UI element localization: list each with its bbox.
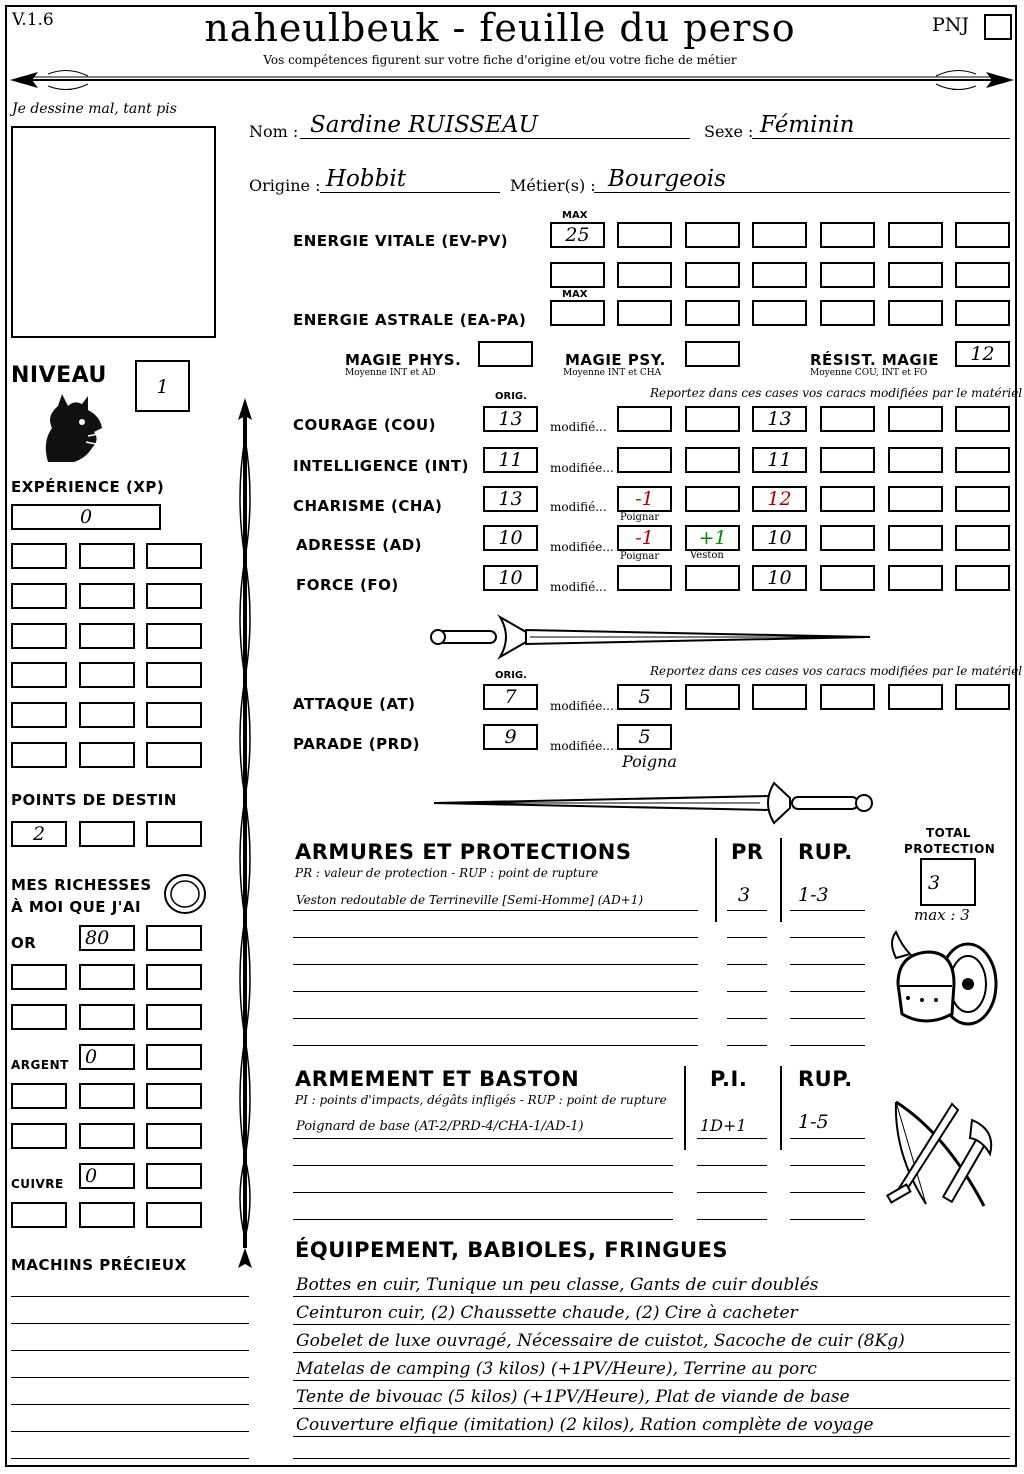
ev-max-label: MAX [562,210,588,221]
ea-box[interactable] [820,300,875,326]
arme-name-line[interactable] [293,1172,673,1193]
courage-mod-box[interactable] [820,406,875,432]
adresse-label: ADRESSE (AD) [296,536,423,554]
ea-box[interactable] [752,300,807,326]
spear-icon [230,398,260,1270]
attaque-mod-box[interactable] [685,684,740,710]
xp-grid-box[interactable] [146,623,202,649]
coin-box[interactable] [79,964,135,990]
attaque-mod-box[interactable] [888,684,943,710]
equipement-item[interactable]: Ceinturon cuir, (2) Chaussette chaude, (2) Cire à cacheter [296,1303,798,1323]
helmet-shield-icon [888,928,1000,1032]
charisme-mod-box[interactable] [820,486,875,512]
armure-rup-line[interactable] [790,998,865,1019]
caracs-orig-label: ORIG. [495,391,527,402]
pnj-label: PNJ [932,14,970,36]
charisme-label: CHARISME (CHA) [293,497,443,515]
richesses-label: MES RICHESSES [11,876,152,894]
armement-note: PI : points d'impacts, dégâts infligés - RUP : point de rupture [295,1093,667,1107]
force-mod-box[interactable] [888,565,943,591]
coin-box[interactable] [79,1004,135,1030]
intelligence-mod-box[interactable] [617,447,672,473]
xp-grid-box[interactable] [11,742,67,768]
adresse-mod-box[interactable] [955,525,1010,551]
armure-rup-line[interactable] [790,971,865,992]
equipement-title: ÉQUIPEMENT, BABIOLES, FRINGUES [295,1238,728,1262]
arme-pi[interactable]: 1D+1 [700,1116,747,1135]
xp-grid-box[interactable] [11,662,67,688]
xp-label: EXPÉRIENCE (XP) [11,478,165,496]
xp-grid-box[interactable] [11,583,67,609]
xp-grid-box[interactable] [79,623,135,649]
courage-final-box[interactable]: 13 [752,406,807,432]
coin-box[interactable] [146,1004,202,1030]
xp-grid-box[interactable] [146,662,202,688]
armement-title: ARMEMENT ET BASTON [295,1067,580,1091]
xp-grid-box[interactable] [79,662,135,688]
force-mod-box[interactable] [685,565,740,591]
pnj-checkbox[interactable] [984,14,1012,40]
courage-mod-box[interactable] [955,406,1010,432]
armure-name-line[interactable] [293,998,698,1019]
armure-pr-line[interactable] [727,944,767,965]
equipement-line[interactable] [293,1442,1010,1459]
charisme-mod1-box[interactable]: -1 [617,486,672,512]
force-mod-box[interactable] [955,565,1010,591]
armures-title: ARMURES ET PROTECTIONS [295,840,632,864]
coin-box[interactable] [146,1123,202,1149]
force-orig-box[interactable]: 10 [483,565,538,591]
xp-grid-box[interactable] [11,623,67,649]
niveau-label: NIVEAU [11,363,107,388]
intelligence-mod-box[interactable] [888,447,943,473]
ea-max-label: MAX [562,289,588,300]
total-protection-max: max : 3 [914,906,970,924]
richesses-label-2: À MOI QUE J'AI [11,898,142,916]
xp-grid-box[interactable] [79,702,135,728]
coin-box[interactable] [11,1123,67,1149]
destin-box[interactable]: 2 [11,821,67,847]
total-protection-label-2: PROTECTION [904,842,996,856]
arme-pi-line[interactable] [697,1145,767,1166]
ev-box[interactable] [617,222,672,248]
xp-grid-box[interactable] [146,742,202,768]
charisme-mod-box[interactable] [888,486,943,512]
attaque-mod-box[interactable]: 5 [617,684,672,710]
ea-box[interactable] [888,300,943,326]
machins-label: MACHINS PRÉCIEUX [11,1256,187,1274]
destin-box[interactable] [146,821,202,847]
machins-line[interactable] [11,1357,249,1378]
total-protection-label: TOTAL [926,826,972,840]
or-label: OR [11,934,37,952]
total-protection-box[interactable]: 3 [920,858,976,906]
armure-pr-line[interactable] [727,1025,767,1046]
armure-pr-line[interactable] [727,998,767,1019]
adresse-mod-box[interactable] [888,525,943,551]
courage-label: COURAGE (COU) [293,416,437,434]
machins-line[interactable] [11,1438,249,1459]
arme-pi-line[interactable] [697,1199,767,1220]
magie-psy-label: MAGIE PSY. [565,351,666,369]
armures-pr-header: PR [731,840,764,864]
sheet-subtitle: Vos compétences figurent sur votre fiche d'origine et/ou votre fiche de métier [263,53,737,67]
force-modifie-label: modifié... [550,580,607,594]
ea-box[interactable] [685,300,740,326]
charisme-mod-box[interactable] [955,486,1010,512]
armure-name-line[interactable] [293,971,698,992]
xp-grid-box[interactable] [146,702,202,728]
spear-divider-icon [8,66,1016,94]
cuivre-label: CUIVRE [11,1177,64,1191]
armure-rup-line[interactable] [790,917,865,938]
armure-pr-line[interactable] [727,917,767,938]
armure-name-line[interactable] [293,917,698,938]
adresse-mod-box[interactable] [820,525,875,551]
intelligence-final-box[interactable]: 11 [752,447,807,473]
machins-line[interactable] [11,1303,249,1324]
resist-magie-note: Moyenne COU, INT et FO [810,368,928,378]
cuivre-box[interactable]: 0 [79,1163,135,1189]
adresse-modifiee-label: modifiée... [550,540,614,554]
adresse-mod1-note: Poignar [620,551,660,562]
or-box[interactable]: 80 [79,925,135,951]
ev-box[interactable] [820,222,875,248]
nom-label: Nom : [249,122,299,141]
attaque-modifiee-label: modifiée... [550,699,614,713]
ev-box[interactable] [685,262,740,288]
charisme-modifie-label: modifié... [550,500,607,514]
machins-line[interactable] [11,1330,249,1351]
arme-name-line[interactable] [293,1145,673,1166]
equipement-item[interactable]: Matelas de camping (3 kilos) (+1PV/Heure), Terrine au porc [296,1359,817,1379]
armure-name[interactable]: Veston redoutable de Terrineville [Semi-Homme] (AD+1) [296,893,644,907]
intelligence-mod-box[interactable] [685,447,740,473]
courage-mod-box[interactable] [617,406,672,432]
coin-box[interactable] [79,1202,135,1228]
attaque-orig-box[interactable]: 7 [483,684,538,710]
resist-magie-label: RÉSIST. MAGIE [810,351,940,369]
ev-label: ENERGIE VITALE (EV-PV) [293,232,509,250]
parade-mod-box[interactable]: 5 [617,724,672,750]
xp-grid-box[interactable] [79,742,135,768]
sword-icon [430,778,876,828]
arme-rup-line[interactable] [790,1172,865,1193]
armure-name-line[interactable] [293,1025,698,1046]
equipement-item[interactable]: Gobelet de luxe ouvragé, Nécessaire de cuistot, Sacoche de cuir (8Kg) [296,1331,905,1351]
armement-rup-header: RUP. [798,1067,853,1091]
charisme-mod-box[interactable] [685,486,740,512]
equipement-item[interactable]: Tente de bivouac (5 kilos) (+1PV/Heure), Plat de viande de base [296,1387,850,1407]
equipement-item[interactable]: Couverture elfique (imitation) (2 kilos), Ration complète de voyage [296,1415,874,1435]
armures-note: PR : valeur de protection - RUP : point de rupture [295,866,599,880]
coin-icon [162,872,208,916]
force-final-box[interactable]: 10 [752,565,807,591]
sexe-value[interactable]: Féminin [760,112,855,138]
armure-rup-line[interactable] [790,944,865,965]
adresse-mod1-box[interactable]: -1 [617,525,672,551]
portrait-caption: Je dessine mal, tant pis [12,101,177,117]
ea-max-box[interactable] [550,300,605,326]
coin-box[interactable] [11,1083,67,1109]
metier-label: Métier(s) : [510,176,596,195]
magie-psy-box[interactable] [685,341,740,367]
xp-grid-box[interactable] [146,543,202,569]
coin-box[interactable] [79,1083,135,1109]
xp-grid-box[interactable] [11,543,67,569]
coin-box[interactable] [11,1004,67,1030]
ev-box[interactable] [820,262,875,288]
attaque-mod-box[interactable] [955,684,1010,710]
metier-value[interactable]: Bourgeois [608,166,726,192]
machins-line[interactable] [11,1276,249,1297]
xp-grid-box[interactable] [11,702,67,728]
armure-rup-line[interactable] [790,1025,865,1046]
version-label: V.1.6 [12,10,54,30]
parade-label: PARADE (PRD) [293,735,421,753]
magie-phys-note: Moyenne INT et AD [345,368,436,378]
ea-box[interactable] [955,300,1010,326]
force-mod-box[interactable] [820,565,875,591]
magie-phys-label: MAGIE PHYS. [345,351,462,369]
or-box[interactable] [146,925,202,951]
intelligence-modifiee-label: modifiée... [550,461,614,475]
ev-box[interactable] [888,222,943,248]
xp-grid-box[interactable] [79,543,135,569]
origine-label: Origine : [249,176,321,195]
ev-box[interactable] [752,222,807,248]
argent-box[interactable]: 0 [79,1044,135,1070]
ev-box[interactable] [955,262,1010,288]
armement-pi-header: P.I. [710,1067,748,1091]
armure-name-line[interactable] [293,944,698,965]
coin-box[interactable] [11,1202,67,1228]
parade-modifiee-label: modifiée... [550,739,614,753]
courage-modifie-label: modifié... [550,420,607,434]
combat-report-note: Reportez dans ces cases vos caracs modifiées par le matériel [650,664,1023,678]
armement-divider [780,1066,782,1150]
parade-orig-box[interactable]: 9 [483,724,538,750]
nom-value[interactable]: Sardine RUISSEAU [310,112,538,138]
force-label: FORCE (FO) [296,576,399,594]
intelligence-mod-box[interactable] [820,447,875,473]
charisme-mod1-note: Poignar [620,512,660,523]
adresse-mod2-box[interactable]: +1 [685,525,740,551]
intelligence-orig-box[interactable]: 11 [483,447,538,473]
ev-box[interactable] [617,262,672,288]
equipement-item[interactable]: Bottes en cuir, Tunique un peu classe, Gants de cuir doublés [296,1275,819,1295]
origine-value[interactable]: Hobbit [326,166,406,192]
magie-psy-note: Moyenne INT et CHA [563,368,662,378]
portrait-box[interactable] [11,126,216,338]
courage-mod-box[interactable] [685,406,740,432]
adresse-orig-box[interactable]: 10 [483,525,538,551]
dragon-head-icon [38,392,108,464]
xp-box[interactable]: 0 [11,504,161,530]
combat-orig-label: ORIG. [495,670,527,681]
coin-box[interactable] [146,1202,202,1228]
arme-rup-line[interactable] [790,1145,865,1166]
coin-box[interactable] [79,1123,135,1149]
caracs-report-note: Reportez dans ces cases vos caracs modifiées par le matériel [650,386,1023,400]
ea-box[interactable] [617,300,672,326]
niveau-box[interactable]: 1 [135,360,190,412]
attaque-label: ATTAQUE (AT) [293,695,416,713]
ev-box[interactable] [685,222,740,248]
courage-mod-box[interactable] [888,406,943,432]
xp-grid-box[interactable] [79,583,135,609]
coin-box[interactable] [146,1083,202,1109]
weapons-icon [886,1094,1002,1214]
magie-phys-box[interactable] [478,341,533,367]
coin-box[interactable] [146,1044,202,1070]
ev-max-box[interactable]: 25 [550,222,605,248]
armure-rup[interactable]: 1-3 [798,884,829,906]
machins-line[interactable] [11,1411,249,1432]
charisme-orig-box[interactable]: 13 [483,486,538,512]
coin-box[interactable] [146,1163,202,1189]
argent-label: ARGENT [11,1058,69,1072]
attaque-mod-box[interactable] [752,684,807,710]
machins-line[interactable] [11,1384,249,1405]
attaque-mod-box[interactable] [820,684,875,710]
armures-rup-header: RUP. [798,840,853,864]
arme-name[interactable]: Poignard de base (AT-2/PRD-4/CHA-1/AD-1) [296,1119,584,1134]
ev-box[interactable] [752,262,807,288]
ea-label: ENERGIE ASTRALE (EA-PA) [293,311,527,329]
arme-rup[interactable]: 1-5 [798,1111,829,1133]
force-mod-box[interactable] [617,565,672,591]
destin-label: POINTS DE DESTIN [11,791,177,809]
sheet-title: naheulbeuk - feuille du perso [204,6,796,50]
destin-box[interactable] [79,821,135,847]
adresse-mod2-note: Veston [690,550,724,561]
parade-note: Poigna [622,752,677,771]
armure-pr[interactable]: 3 [738,884,751,906]
armement-divider [684,1066,686,1150]
arme-rup-line[interactable] [790,1199,865,1220]
coin-box[interactable] [11,964,67,990]
charisme-final-box[interactable]: 12 [752,486,807,512]
armures-divider [715,838,717,922]
armure-pr-line[interactable] [727,971,767,992]
armures-divider [780,838,782,922]
xp-grid-box[interactable] [146,583,202,609]
arme-pi-line[interactable] [697,1172,767,1193]
ev-box[interactable] [888,262,943,288]
ev-box[interactable] [550,262,605,288]
intelligence-label: INTELLIGENCE (INT) [293,457,469,475]
ev-box[interactable] [955,222,1010,248]
coin-box[interactable] [146,964,202,990]
sword-icon [430,612,876,662]
sexe-label: Sexe : [704,122,754,141]
resist-magie-box[interactable]: 12 [955,341,1010,367]
intelligence-mod-box[interactable] [955,447,1010,473]
adresse-final-box[interactable]: 10 [752,525,807,551]
courage-orig-box[interactable]: 13 [483,406,538,432]
arme-name-line[interactable] [293,1199,673,1220]
